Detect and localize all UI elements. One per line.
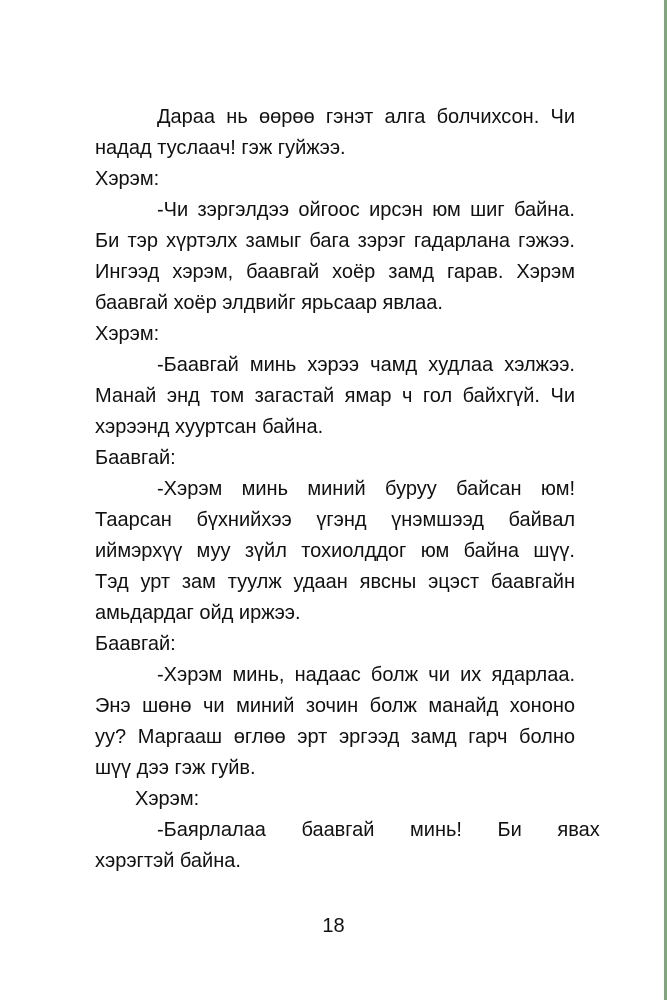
text-line: Таарсан бүхнийхээ үгэнд үнэмшээд байвал [95, 509, 575, 531]
text-line: Манай энд том загастай ямар ч гол байхгүй. Чи [95, 385, 575, 407]
text-line: -Баярлалаа баавгай минь! Би явах [157, 819, 600, 841]
speaker-label: Баавгай: [95, 633, 176, 655]
text-line: -Чи зэргэлдээ ойгоос ирсэн юм шиг байна. [157, 199, 575, 221]
text-line: иймэрхүү муу зүйл тохиолддог юм байна шүү. [95, 540, 575, 562]
text-line: -Хэрэм минь, надаас болж чи их ядарлаа. [157, 664, 575, 686]
story-text [95, 0, 600, 1000]
speaker-label: Баавгай: [95, 447, 176, 469]
text-line: -Хэрэм минь миний буруу байсан юм! [157, 478, 575, 500]
text-line: -Баавгай минь хэрээ чамд худлаа хэлжээ. [157, 354, 575, 376]
text-line: Би тэр хүртэлх замыг бага зэрэг гадарлана гэжээ. [95, 230, 575, 252]
page-number: 18 [322, 915, 345, 937]
text-line: Энэ шөнө чи миний зочин болж манайд хононо [95, 695, 575, 717]
text-line: надад туслаач! гэж гуйжээ. [95, 137, 346, 159]
text-line: Дараа нь өөрөө гэнэт алга болчихсон. Чи [157, 106, 575, 128]
text-line: Тэд урт зам туулж удаан явсны эцэст баавгайн [95, 571, 575, 593]
text-line: баавгай хоёр элдвийг ярьсаар явлаа. [95, 292, 443, 314]
text-line: хэрэгтэй байна. [95, 850, 241, 872]
text-line: уу? Маргааш өглөө эрт эргээд замд гарч болно [95, 726, 575, 748]
speaker-label: Хэрэм: [135, 788, 200, 810]
text-line: шүү дээ гэж гуйв. [95, 757, 256, 779]
text-line: амьдардаг ойд иржээ. [95, 602, 301, 624]
speaker-label: Хэрэм: [95, 323, 160, 345]
speaker-label: Хэрэм: [95, 168, 160, 190]
text-line: хэрээнд хууртсан байна. [95, 416, 324, 438]
text-line: Ингээд хэрэм, баавгай хоёр замд гарав. Хэрэм [95, 261, 575, 283]
